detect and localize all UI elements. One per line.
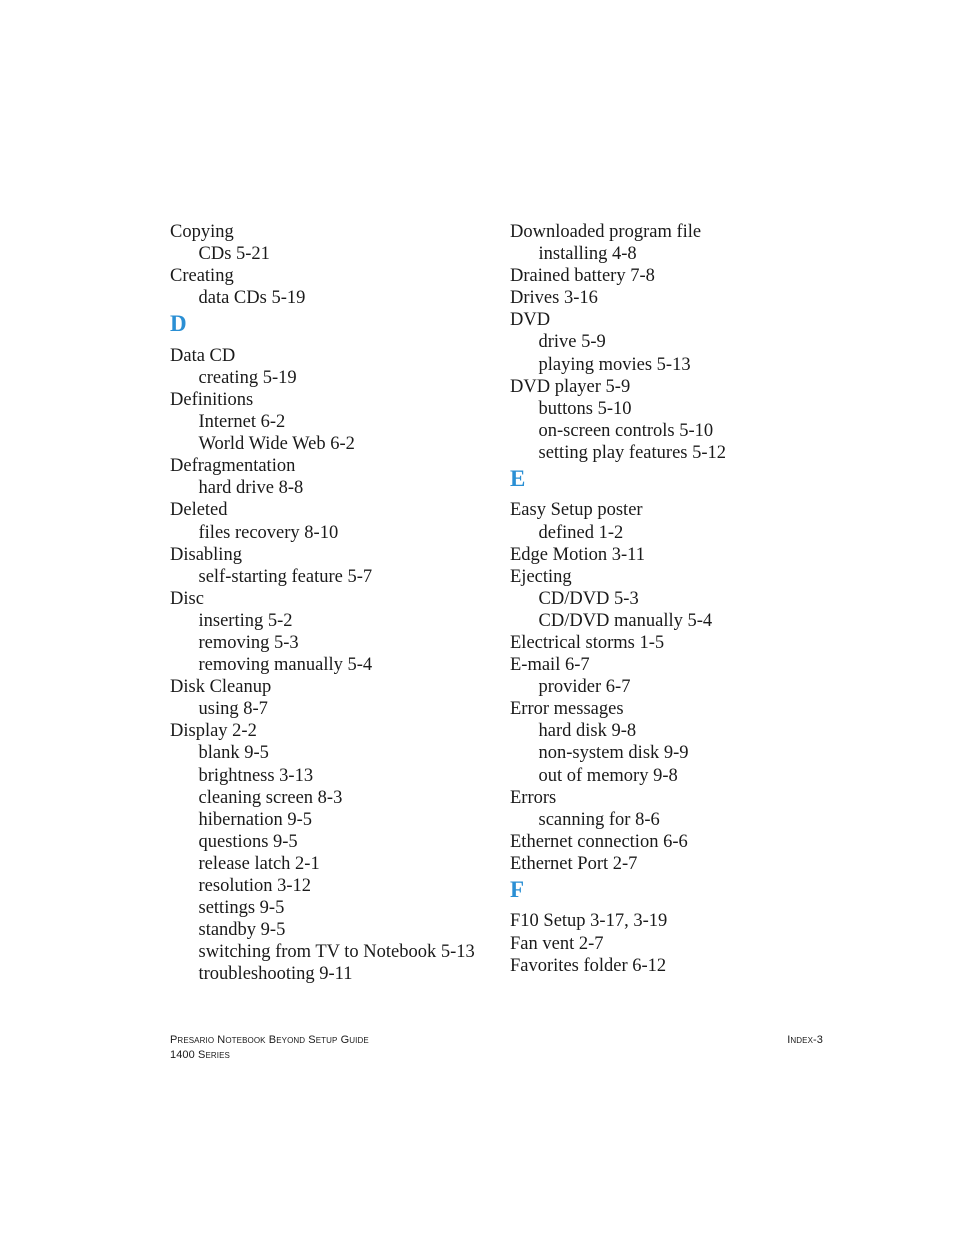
index-subentry: resolution 3-12 [198, 876, 312, 897]
index-entry: Ethernet Port 2-7 [510, 853, 638, 874]
index-entry: Easy Setup poster [510, 500, 643, 521]
index-entry: Electrical storms 1-5 [510, 632, 665, 653]
index-entry: Data CD [170, 345, 236, 366]
index-subentry: defined 1-2 [538, 522, 624, 543]
index-entry: Favorites folder 6-12 [510, 955, 667, 976]
index-entry: DVD [510, 310, 551, 331]
index-subentry: data CDs 5-19 [198, 288, 306, 309]
footer-title-line2: 1400 Series [170, 1049, 230, 1061]
index-subentry: questions 9-5 [198, 831, 298, 852]
index-column-right [510, 221, 840, 977]
index-entry: Creating [170, 266, 234, 287]
index-subentry: drive 5-9 [538, 332, 606, 353]
index-subentry: hard drive 8-8 [198, 478, 304, 499]
index-entry: Edge Motion 3-11 [510, 544, 645, 565]
index-entry: Disc [170, 588, 204, 609]
index-entry: F10 Setup 3-17, 3-19 [510, 911, 668, 932]
index-subentry: removing 5-3 [198, 632, 299, 653]
index-subentry: on-screen controls 5-10 [538, 420, 714, 441]
index-entry: Ejecting [510, 566, 572, 587]
index-subentry: removing manually 5-4 [198, 655, 373, 676]
index-entry: Deleted [170, 500, 228, 521]
index-subentry: settings 9-5 [198, 898, 285, 919]
index-subentry: files recovery 8-10 [198, 522, 339, 543]
footer-document-title [170, 1033, 369, 1063]
section-letter-heading: E [510, 466, 526, 492]
index-subentry: release latch 2-1 [198, 853, 320, 874]
index-subentry: setting play features 5-12 [538, 442, 727, 463]
index-subentry: CD/DVD 5-3 [538, 588, 639, 609]
index-subentry: scanning for 8-6 [538, 809, 660, 830]
index-subentry: self-starting feature 5-7 [198, 566, 373, 587]
index-subentry: playing movies 5-13 [538, 354, 691, 375]
index-entry: DVD player 5-9 [510, 376, 631, 397]
index-subentry: World Wide Web 6-2 [198, 434, 355, 455]
index-subentry: inserting 5-2 [198, 610, 293, 631]
index-subentry: hibernation 9-5 [198, 809, 313, 830]
index-entry: Definitions [170, 389, 254, 410]
index-entry: Disk Cleanup [170, 677, 272, 698]
index-subentry: CDs 5-21 [198, 244, 270, 265]
index-entry: Display 2-2 [170, 721, 257, 742]
index-entry: Defragmentation [170, 456, 296, 477]
footer-page-number: Index-3 [787, 1034, 823, 1046]
index-subentry: provider 6-7 [538, 677, 631, 698]
index-subentry: hard disk 9-8 [538, 721, 637, 742]
index-subentry: buttons 5-10 [538, 398, 632, 419]
index-entry: Disabling [170, 544, 242, 565]
index-subentry: standby 9-5 [198, 920, 286, 941]
index-entry: Ethernet connection 6-6 [510, 831, 688, 852]
index-subentry: CD/DVD manually 5-4 [538, 610, 713, 631]
index-subentry: switching from TV to Notebook 5-13 [198, 942, 475, 963]
index-entry: E-mail 6-7 [510, 655, 590, 676]
index-subentry: creating 5-19 [198, 367, 297, 388]
index-subentry: blank 9-5 [198, 743, 269, 764]
index-subentry: installing 4-8 [538, 244, 637, 265]
index-entry: Downloaded program file [510, 222, 702, 242]
index-entry: Copying [170, 222, 234, 242]
index-entry: Errors [510, 787, 557, 808]
index-subentry: using 8-7 [198, 699, 268, 720]
index-entry: Drives 3-16 [510, 288, 598, 309]
index-subentry: troubleshooting 9-11 [198, 964, 353, 985]
section-letter-heading: D [170, 311, 187, 337]
index-entry: Error messages [510, 699, 624, 720]
footer-title-line1: Presario Notebook Beyond Setup Guide [170, 1034, 369, 1046]
index-subentry: cleaning screen 8-3 [198, 787, 343, 808]
index-column-left [170, 221, 500, 985]
index-subentry: out of memory 9-8 [538, 765, 678, 786]
section-letter-heading: F [510, 877, 525, 903]
index-entry: Fan vent 2-7 [510, 933, 604, 954]
index-entry: Drained battery 7-8 [510, 266, 655, 287]
index-subentry: Internet 6-2 [198, 412, 286, 433]
index-subentry: non-system disk 9-9 [538, 743, 689, 764]
index-subentry: brightness 3-13 [198, 765, 314, 786]
